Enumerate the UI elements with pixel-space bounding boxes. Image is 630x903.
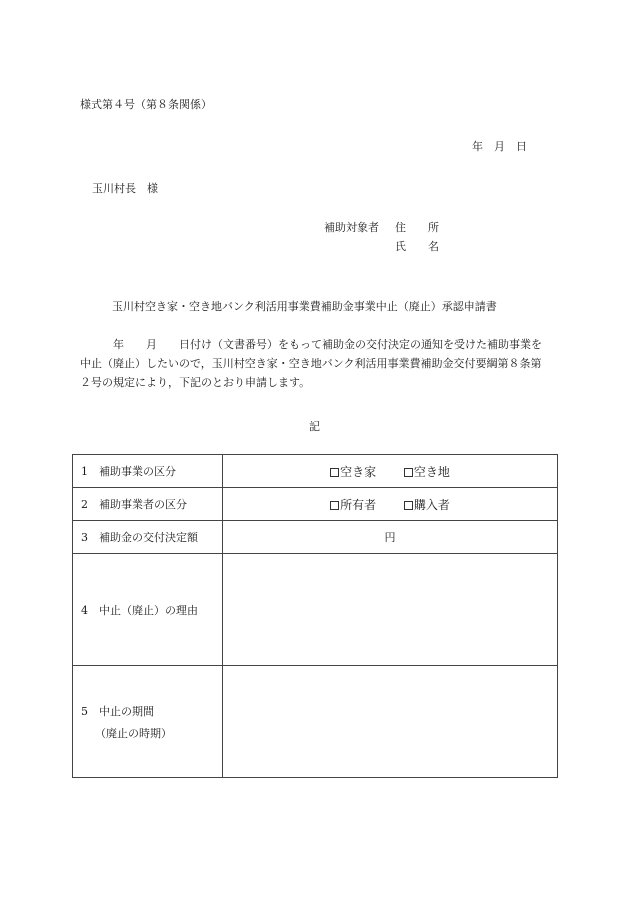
applicant-label: 補助対象者	[324, 221, 379, 234]
owner-option: 所有者	[340, 497, 377, 512]
table-row	[73, 521, 558, 554]
period-label: 5 中止の期間	[81, 704, 154, 718]
document-title: 玉川村空き家・空き地バンク利活用事業費補助金事業中止（廃止）承認申請書	[112, 300, 497, 313]
yen-unit: 円	[384, 531, 396, 544]
form-number: 様式第４号（第８条関係）	[80, 98, 212, 111]
table-row	[73, 554, 558, 666]
vacant-house-option: 空き家	[340, 464, 377, 479]
purchaser-checkbox[interactable]	[404, 501, 413, 510]
grant-amount-label: 3 補助金の交付決定額	[73, 521, 223, 554]
grant-amount-field[interactable]	[223, 521, 558, 554]
date-line: 年 月 日	[472, 140, 527, 153]
addressee: 玉川村長 様	[92, 182, 158, 195]
record-label: 記	[309, 420, 320, 433]
name-label: 氏 名	[395, 240, 439, 253]
body-text: 年 月 日付け（文書番号）をもって補助金の交付決定の通知を受けた補助事業を中止（廃止）したいので，玉川村空き家・空き地バンク利活用事業費補助金交付要綱第８条第２号の規定により，下記のとおり申請します。	[80, 338, 542, 389]
applicant-category-options	[223, 488, 558, 521]
address-label: 住 所	[395, 221, 439, 234]
reason-field[interactable]	[223, 554, 558, 666]
vacant-land-checkbox[interactable]	[404, 468, 413, 477]
table-row	[73, 455, 558, 488]
table-row	[73, 666, 558, 778]
vacant-house-checkbox[interactable]	[330, 468, 339, 477]
purchaser-option: 購入者	[413, 497, 450, 512]
project-category-label: 1 補助事業の区分	[73, 455, 223, 488]
vacant-land-option: 空き地	[413, 464, 450, 479]
owner-checkbox[interactable]	[330, 501, 339, 510]
project-category-options	[223, 455, 558, 488]
applicant-category-label: 2 補助事業者の区分	[73, 488, 223, 521]
table-row	[73, 488, 558, 521]
period-field[interactable]	[223, 666, 558, 778]
period-sublabel: （廃止の時期）	[95, 726, 172, 740]
period-label-cell	[73, 666, 223, 778]
detail-table	[72, 454, 558, 778]
reason-label: 4 中止（廃止）の理由	[73, 554, 223, 666]
